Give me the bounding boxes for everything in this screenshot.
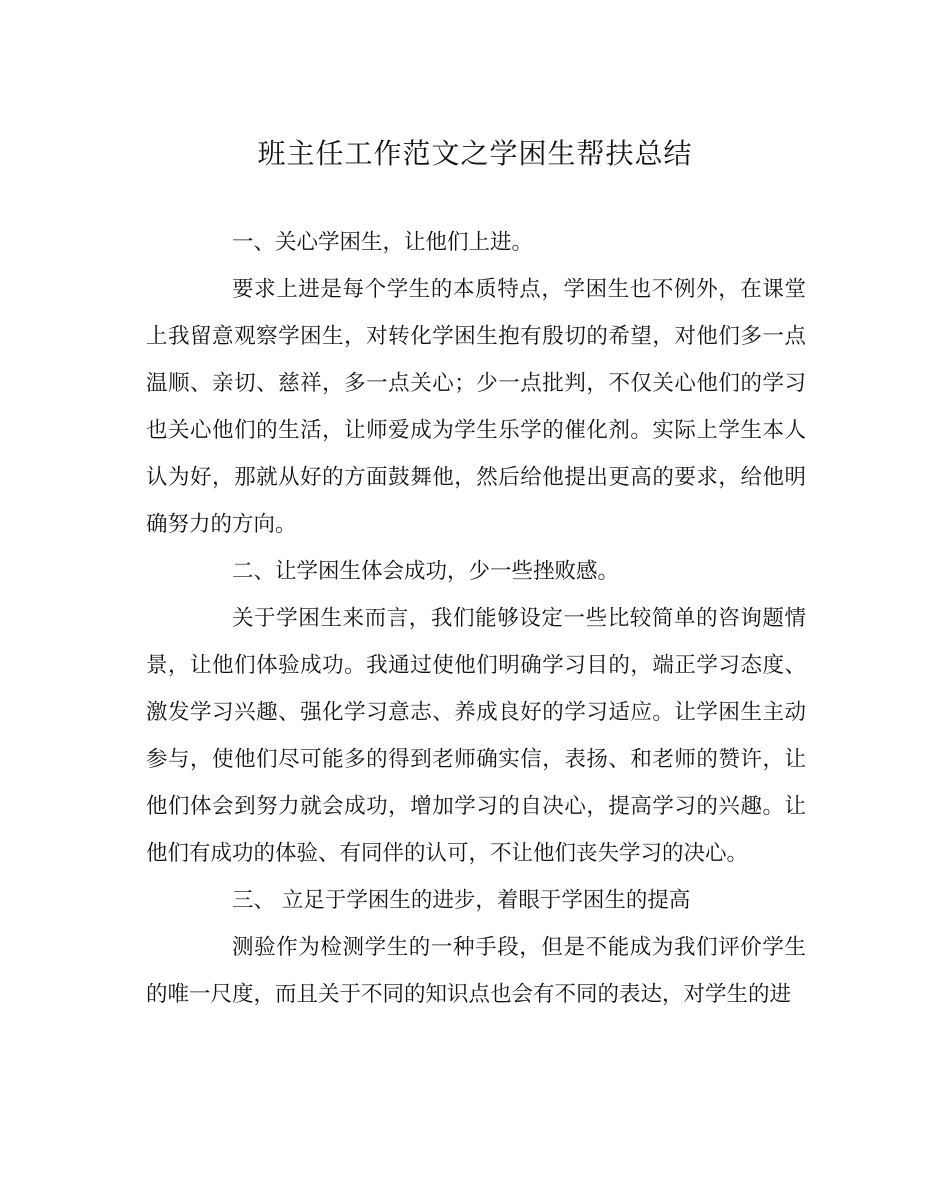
section-heading-3: 三、 立足于学困生的进步，着眼于学困生的提高 xyxy=(232,888,691,913)
section-heading-1: 一、关心学困生，让他们上进。 xyxy=(232,230,534,255)
body-paragraph: 要求上进是每个学生的本质特点，学困生也不例外，在课堂上我留意观察学困生，对转化学困生抱有殷切的希望，对他们多一点温顺、亲切、慈祥，多一点关心；少一点批判，不仅关心他们的学习也关心他们的生活，让师爱成为学生乐学的催化剂。实际上学生本人认为好，那就从好的方面鼓舞他，然后给他提出更高的要求，给他明确努力的方向。 xyxy=(146,277,806,537)
body-paragraph: 测验作为检测学生的一种手段，但是不能成为我们评价学生的唯一尺度，而且关于不同的知识点也会有不同的表达，对学生的进 xyxy=(146,935,806,1007)
body-paragraph: 关于学困生来而言，我们能够设定一些比较简单的咨询题情景，让他们体验成功。我通过使他们明确学习目的，端正学习态度、激发学习兴趣、强化学习意志、养成良好的学习适应。让学困生主动参与，使他们尽可能多的得到老师确实信，表扬、和老师的赞许，让他们体会到努力就会成功，增加学习的自决心，提高学习的兴趣。让他们有成功的体验、有同伴的认可，不让他们丧失学习的决心。 xyxy=(146,606,806,866)
document-body xyxy=(146,219,806,1018)
document-title: 班主任工作范文之学困生帮扶总结 xyxy=(257,137,693,170)
section-heading-2: 二、让学困生体会成功，少一些挫败感。 xyxy=(232,559,620,584)
